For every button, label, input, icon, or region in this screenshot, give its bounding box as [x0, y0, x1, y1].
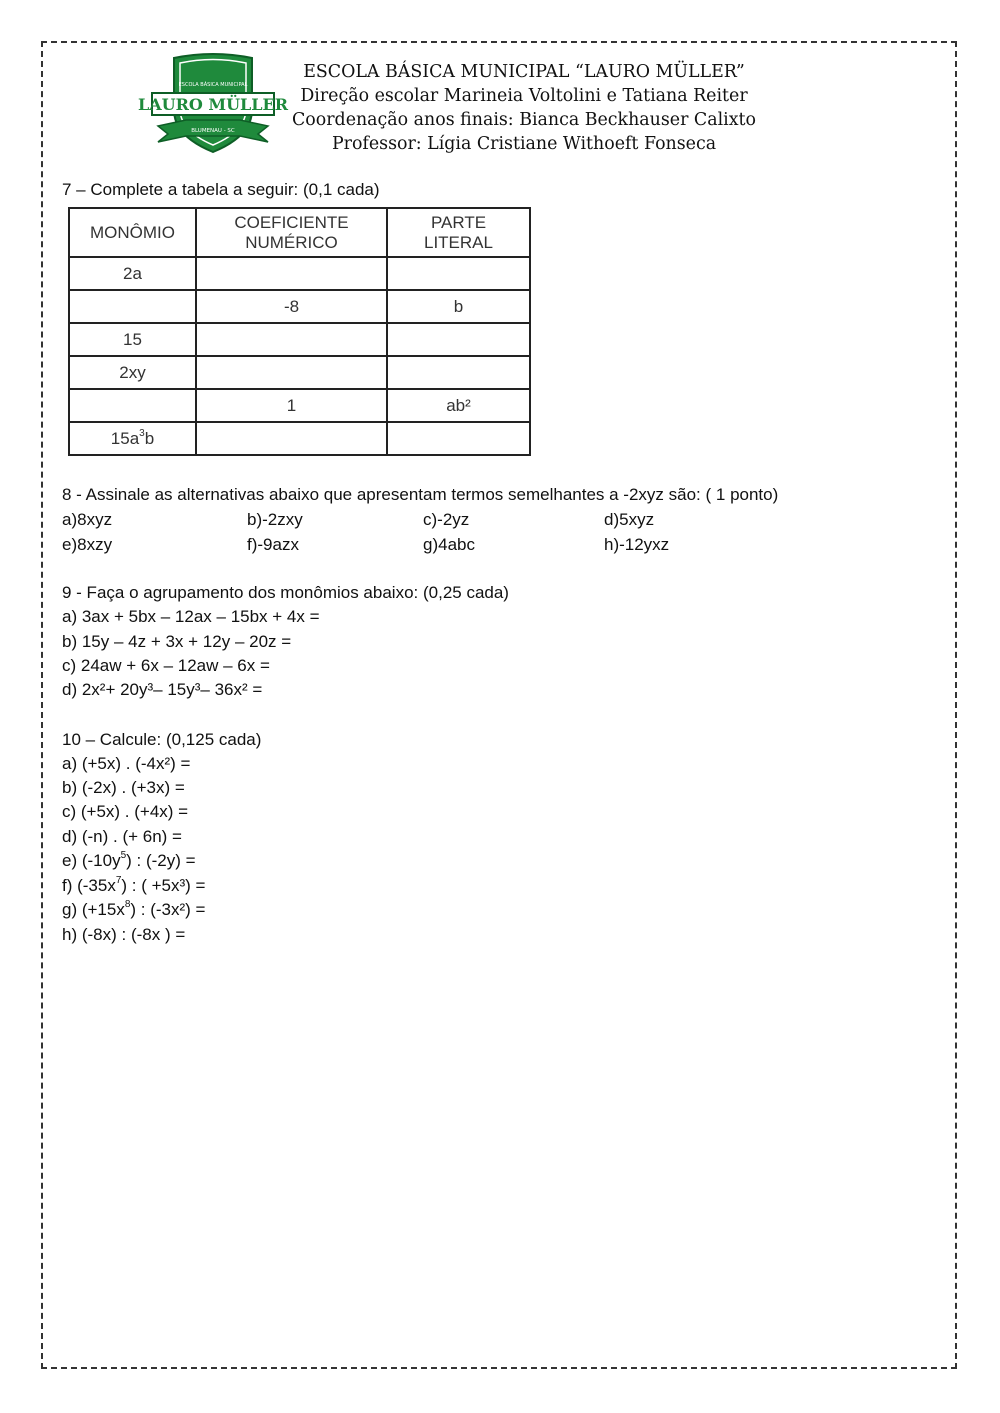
q10-item-h: h) (-8x) : (-8x ) = [62, 925, 186, 944]
q7-title: 7 – Complete a tabela a seguir: (0,1 cada) [62, 180, 380, 199]
logo-name: LAURO MÜLLER [137, 95, 289, 114]
coordination-line: Coordenação anos finais: Bianca Beckhauser Calixto [292, 110, 756, 130]
q8-option-f[interactable]: f)-9azx [247, 535, 299, 554]
cell-parte-literal[interactable] [387, 323, 530, 356]
cell-parte-literal[interactable] [387, 422, 530, 455]
table-row [69, 323, 530, 356]
q9-item-c: c) 24aw + 6x – 12aw – 6x = [62, 656, 270, 675]
q8-option-c[interactable]: c)-2yz [423, 510, 470, 529]
header-coeficiente: COEFICIENTE NUMÉRICO [196, 208, 387, 257]
table-row [69, 290, 530, 323]
cell-monomio: 2a [69, 257, 196, 290]
q8-option-e[interactable]: e)8xzy [62, 535, 113, 554]
cell-monomio: $15a^3b$ [69, 422, 196, 455]
direction-line: Direção escolar Marineia Voltolini e Tatiana Reiter [300, 86, 748, 106]
q9-item-a: a) 3ax + 5bx – 12ax – 15bx + 4x = [62, 607, 320, 626]
q8-option-d[interactable]: d)5xyz [604, 510, 655, 529]
q9-title: 9 - Faça o agrupamento dos monômios abaixo: (0,25 cada) [62, 583, 509, 602]
q10-title: 10 – Calcule: (0,125 cada) [62, 730, 262, 749]
cell-monomio: 2xy [69, 356, 196, 389]
cell-coeficiente: 1 [196, 389, 387, 422]
q10-item-g: g) $(+15x^8)$ : (-3x²) = [62, 899, 206, 919]
q10-item-c: c) (+5x) . (+4x) = [62, 802, 189, 821]
q9-item-b: b) 15y – 4z + 3x + 12y – 20z = [62, 632, 292, 651]
q8-option-h[interactable]: h)-12yxz [604, 535, 670, 554]
table-row [69, 389, 530, 422]
header-parte-literal: PARTE LITERAL [387, 208, 530, 257]
cell-coeficiente[interactable] [196, 422, 387, 455]
q10-item-e: e) $(-10y^5)$ : (-2y) = [62, 850, 196, 870]
header-monomio: MONÔMIO [69, 208, 196, 257]
cell-parte-literal: ab² [387, 389, 530, 422]
school-logo [137, 52, 289, 156]
q9-item-d: d) 2x²+ 20y³– 15y³– 36x² = [62, 680, 263, 699]
school-name: ESCOLA BÁSICA MUNICIPAL “LAURO MÜLLER” [303, 62, 745, 82]
q10-item-b: b) (-2x) . (+3x) = [62, 778, 185, 797]
cell-parte-literal: b [387, 290, 530, 323]
cell-coeficiente[interactable] [196, 323, 387, 356]
q8-option-b[interactable]: b)-2zxy [247, 510, 303, 529]
teacher-line: Professor: Lígia Cristiane Withoeft Fonseca [331, 134, 717, 154]
q8-option-g[interactable]: g)4abc [423, 535, 475, 554]
cell-coeficiente[interactable] [196, 356, 387, 389]
school-header [290, 60, 758, 156]
cell-monomio[interactable] [69, 290, 196, 323]
table-row [69, 356, 530, 389]
q10-item-a: a) (+5x) . (-4x²) = [62, 754, 191, 773]
table-row [69, 422, 530, 455]
cell-parte-literal[interactable] [387, 257, 530, 290]
table-header-row [69, 208, 530, 257]
cell-coeficiente: -8 [196, 290, 387, 323]
cell-coeficiente[interactable] [196, 257, 387, 290]
logo-top-text: ESCOLA BÁSICA MUNICIPAL [178, 82, 248, 88]
cell-parte-literal[interactable] [387, 356, 530, 389]
q10-item-d: d) (-n) . (+ 6n) = [62, 827, 182, 846]
table-row [69, 257, 530, 290]
logo-bottom-text: BLUMENAU - SC [191, 128, 235, 134]
cell-monomio: 15 [69, 323, 196, 356]
q10-item-f: f) $(-35x^7)$ : ( +5x³) = [62, 875, 206, 895]
monomial-table [68, 207, 531, 456]
q8-title: 8 - Assinale as alternativas abaixo que apresentam termos semelhantes a -2xyz são: ( 1 ponto) [62, 485, 779, 504]
cell-monomio[interactable] [69, 389, 196, 422]
q8-option-a[interactable]: a)8xyz [62, 510, 113, 529]
